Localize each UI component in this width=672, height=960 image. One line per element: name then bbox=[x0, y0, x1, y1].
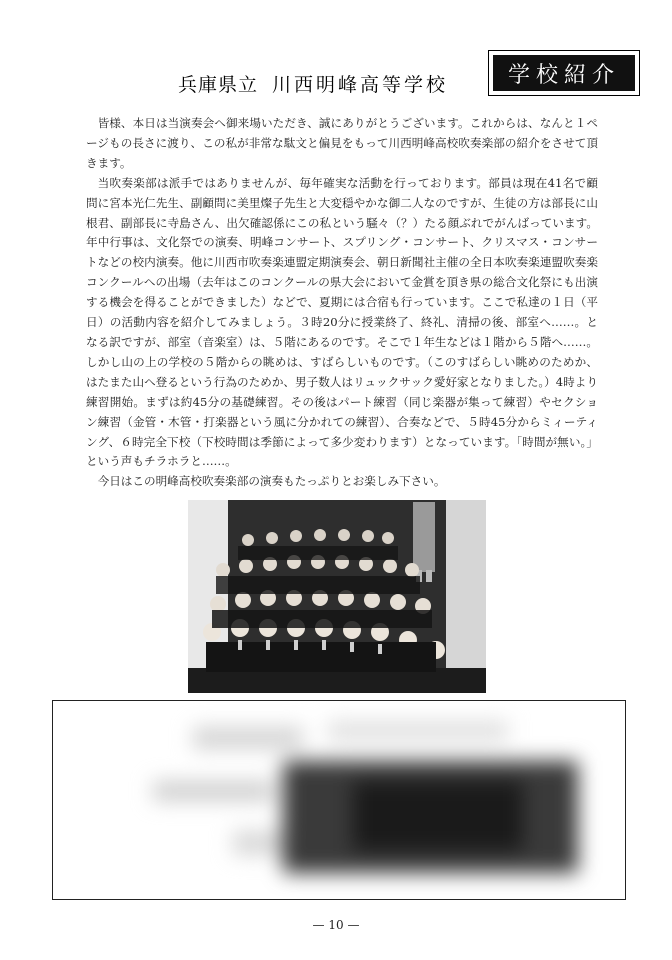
paragraph-intro: 皆様、本日は当演奏会へ御来場いただき、誠にありがとうございます。これからは、なんと１ページもの長さに渡り、この私が非常な駄文と偏見をもって川西明峰高校吹奏楽部の紹介をさせて頂きます。 bbox=[86, 116, 598, 170]
article-body bbox=[86, 114, 598, 492]
advertisement-box bbox=[52, 700, 626, 900]
group-photo-image bbox=[188, 500, 486, 693]
prefecture-label: 兵庫県立 bbox=[178, 74, 259, 96]
blurred-advertisement bbox=[53, 701, 625, 899]
school-name: 川西明峰高等学校 bbox=[272, 74, 449, 96]
group-photo bbox=[188, 500, 486, 693]
paragraph-closing: 今日はこの明峰高校吹奏楽部の演奏もたっぷりとお楽しみ下さい。 bbox=[97, 474, 446, 489]
section-badge bbox=[488, 50, 640, 96]
page-title bbox=[178, 70, 448, 97]
paragraph-activities: 当吹奏楽部は派手ではありませんが、毎年確実な活動を行っております。部員は現在41名で顧問に宮本光仁先生、副顧問に美里燦子先生と大変穏やかな御二人なのですが、生徒の方は部長に山根君、副部長に寺島さん、出欠確認係にこの私という騒々（？）たる顔ぶれでがんばっています。年中行事は、文化祭での演奏、明峰コンサート、スプリング・コンサート、クリスマス・コンサートなどの校内演奏。他に川西市吹奏楽連盟定期演奏会、朝日新聞社主催の全日本吹奏楽連盟吹奏楽コンクールへの出場（去年はこのコンクールの県大会において金賞を頂き県の総合文化祭にも出演する機会を得ることができました）などで、夏期には合宿も行っています。ここで私達の１日（平日）の活動内容を紹介してみましょう。３時20分に授業終了、終礼、清掃の後、部室へ……。となる訳ですが、部室（音楽室）は、５階にあるのです。そこで１年生などは１階から５階へ……。しかし山の上の学校の５階からの眺めは、すばらしいものです。（このすばらしい眺めのためか、はたまた山へ登るという行為のためか、男子数人はリュックサック愛好家となりました。）4時より練習開始。まずは約45分の基礎練習。その後はパート練習（同じ楽器が集って練習）やセクション練習（金管・木管・打楽器という風に分かれての練習）、合奏などで、５時45分からミィーティング、６時完全下校（下校時間は季節によって多少変わります）となっています。「時間が無い。」という声もチラホラと……。 bbox=[86, 175, 598, 469]
page-number: — 10 — bbox=[312, 918, 360, 932]
section-label: 学校紹介 bbox=[493, 55, 635, 91]
